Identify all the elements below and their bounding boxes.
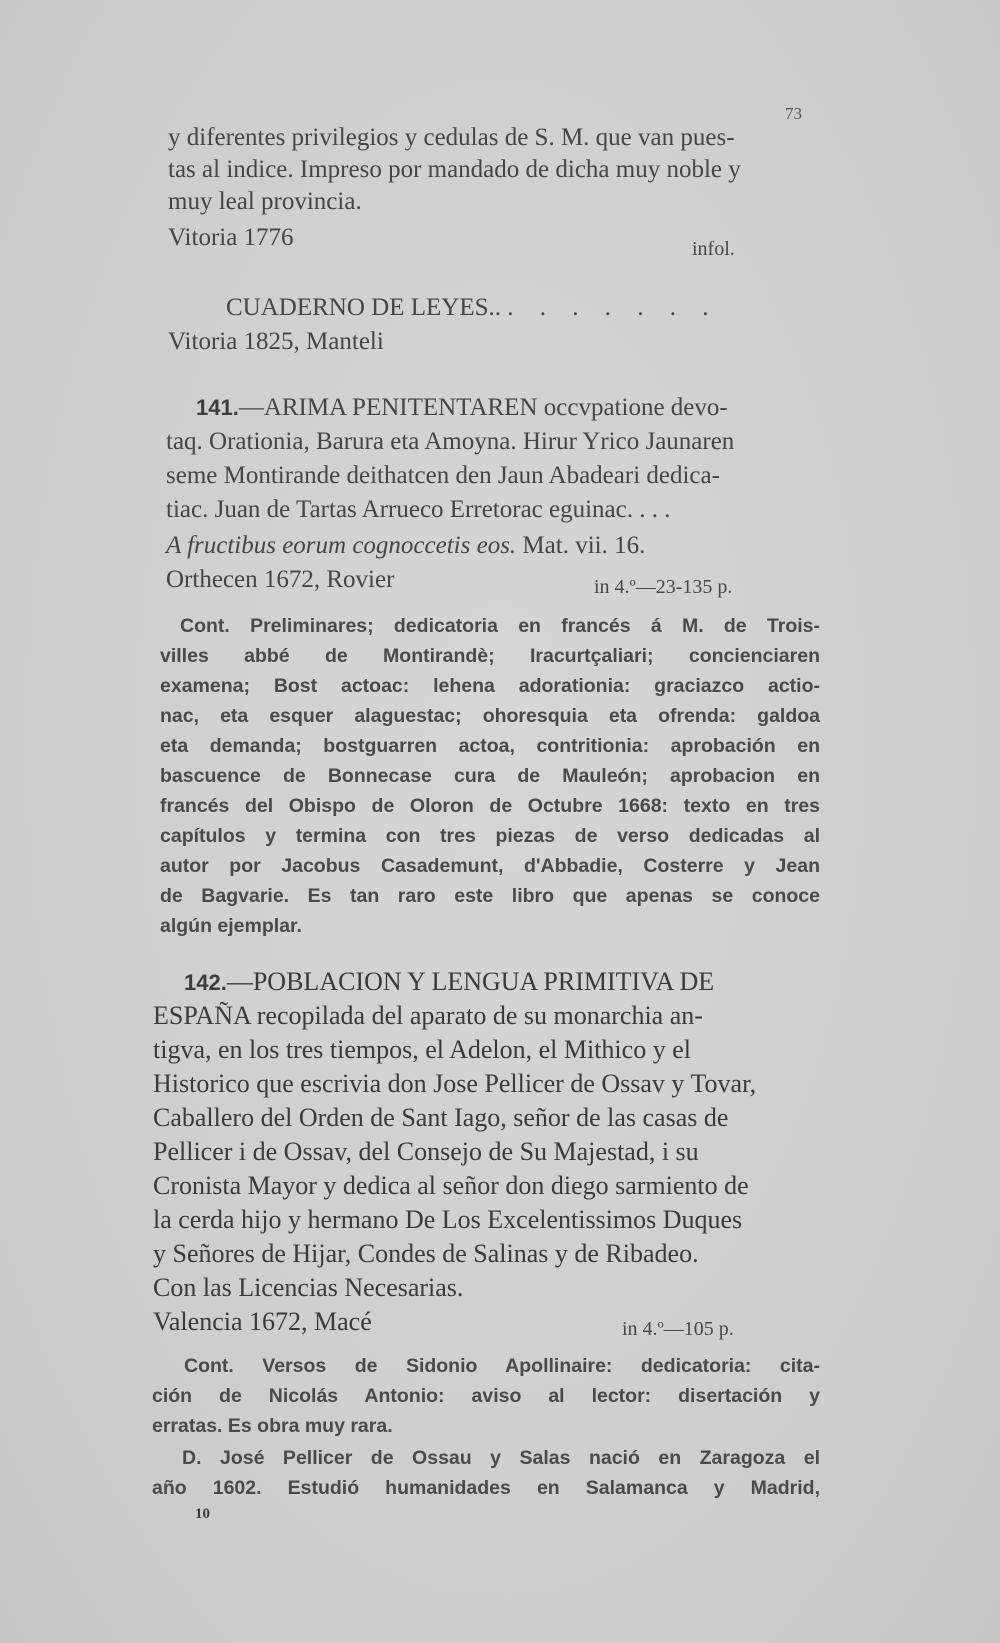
note-line: de Bagvarie. Es tan raro este libro que apenas se conoce	[160, 885, 820, 907]
heading-line	[226, 292, 719, 324]
note-line: capítulos y termina con tres piezas de verso dedicadas al	[160, 825, 820, 847]
imprint-line: Vitoria 1825, Manteli	[168, 328, 384, 355]
text-line: Caballero del Orden de Sant Iago, señor de las casas de	[153, 1103, 729, 1132]
note-line: ción de Nicolás Antonio: aviso al lector: disertación y	[152, 1385, 820, 1407]
text-line: tigva, en los tres tiempos, el Adelon, el Mithico y el	[153, 1035, 691, 1064]
format-note: infol.	[692, 238, 735, 260]
imprint-line: Orthecen 1672, Rovier	[166, 566, 395, 593]
text-line: Cronista Mayor y dedica al señor don diego sarmiento de	[153, 1171, 749, 1200]
note-line: examena; Bost actoac: lehena adorationia: graciazco actio-	[160, 675, 820, 697]
text-line: muy leal provincia.	[168, 188, 362, 215]
text-line: Historico que escrivia don Jose Pellicer de Ossav y Tovar,	[153, 1069, 757, 1098]
title-dots: . . . . . . .	[507, 294, 719, 321]
note-line: eta demanda; bostguarren actoa, contritionia: aprobación en	[160, 735, 820, 757]
note-line: algún ejemplar.	[160, 915, 302, 937]
text-line: y Señores de Hijar, Condes de Salinas y de Ribadeo.	[153, 1239, 699, 1268]
text-line: la cerda hijo y hermano De Los Excelentissimos Duques	[153, 1205, 743, 1234]
text-line: taq. Orationia, Barura eta Amoyna. Hirur Yrico Jaunaren	[166, 428, 735, 455]
epigraph-line	[166, 530, 645, 562]
text-line: ESPAÑA recopilada del aparato de su monarchia an-	[153, 1001, 703, 1030]
cuaderno-title: CUADERNO DE LEYES..	[226, 294, 501, 321]
note-line: autor por Jacobus Casademunt, d'Abbadie, Costerre y Jean	[160, 855, 820, 877]
text-line: seme Montirande deithatcen den Jaun Abadeari dedica-	[166, 462, 720, 489]
entry-142-heading	[184, 966, 714, 999]
note-line: bascuence de Bonnecase cura de Mauleón; aprobacion en	[160, 765, 820, 787]
epigraph-reference: Mat. vii. 16.	[516, 532, 646, 559]
entry-number: 141.	[196, 395, 239, 420]
format-note: in 4.º—23-135 p.	[594, 576, 733, 598]
note-line: nac, eta esquer alaguestac; ohoresquia eta ofrenda: galdoa	[160, 705, 820, 727]
printer-signature: 10	[195, 1506, 210, 1522]
entry-title: —ARIMA PENITENTAREN occvpatione devo-	[238, 394, 728, 421]
note-line: año 1602. Estudió humanidades en Salamanca y Madrid,	[152, 1477, 820, 1499]
text-line: y diferentes privilegios y cedulas de S. M. que van pues-	[168, 124, 735, 151]
note-line: D. José Pellicer de Ossau y Salas nació en Zaragoza el	[182, 1447, 820, 1469]
imprint-line: Valencia 1672, Macé	[153, 1307, 372, 1336]
text-line: tiac. Juan de Tartas Arrueco Erretorac eguinac. . . .	[166, 496, 671, 523]
text-line: tas al indice. Impreso por mandado de dicha muy noble y	[168, 156, 741, 183]
page-number: 73	[785, 104, 802, 123]
entry-number: 142.	[184, 970, 227, 995]
entry-title: —POBLACION Y LENGUA PRIMITIVA DE	[226, 967, 715, 996]
epigraph-text: A fructibus eorum cognoccetis eos.	[166, 532, 517, 559]
text-line: Con las Licencias Necesarias.	[153, 1273, 464, 1302]
entry-141-heading	[196, 392, 728, 424]
note-line: francés del Obispo de Oloron de Octubre 1668: texto en tres	[160, 795, 820, 817]
note-line: erratas. Es obra muy rara.	[152, 1415, 393, 1437]
imprint-line: Vitoria 1776	[168, 224, 294, 251]
note-line: Cont. Preliminares; dedicatoria en francés á M. de Trois-	[180, 615, 820, 637]
text-line: Pellicer i de Ossav, del Consejo de Su Majestad, i su	[153, 1137, 699, 1166]
note-line: Cont. Versos de Sidonio Apollinaire: dedicatoria: cita-	[184, 1355, 820, 1377]
format-note: in 4.º—105 p.	[622, 1318, 734, 1340]
note-line: villes abbé de Montirandè; Iracurtçaliari; concienciaren	[160, 645, 820, 667]
